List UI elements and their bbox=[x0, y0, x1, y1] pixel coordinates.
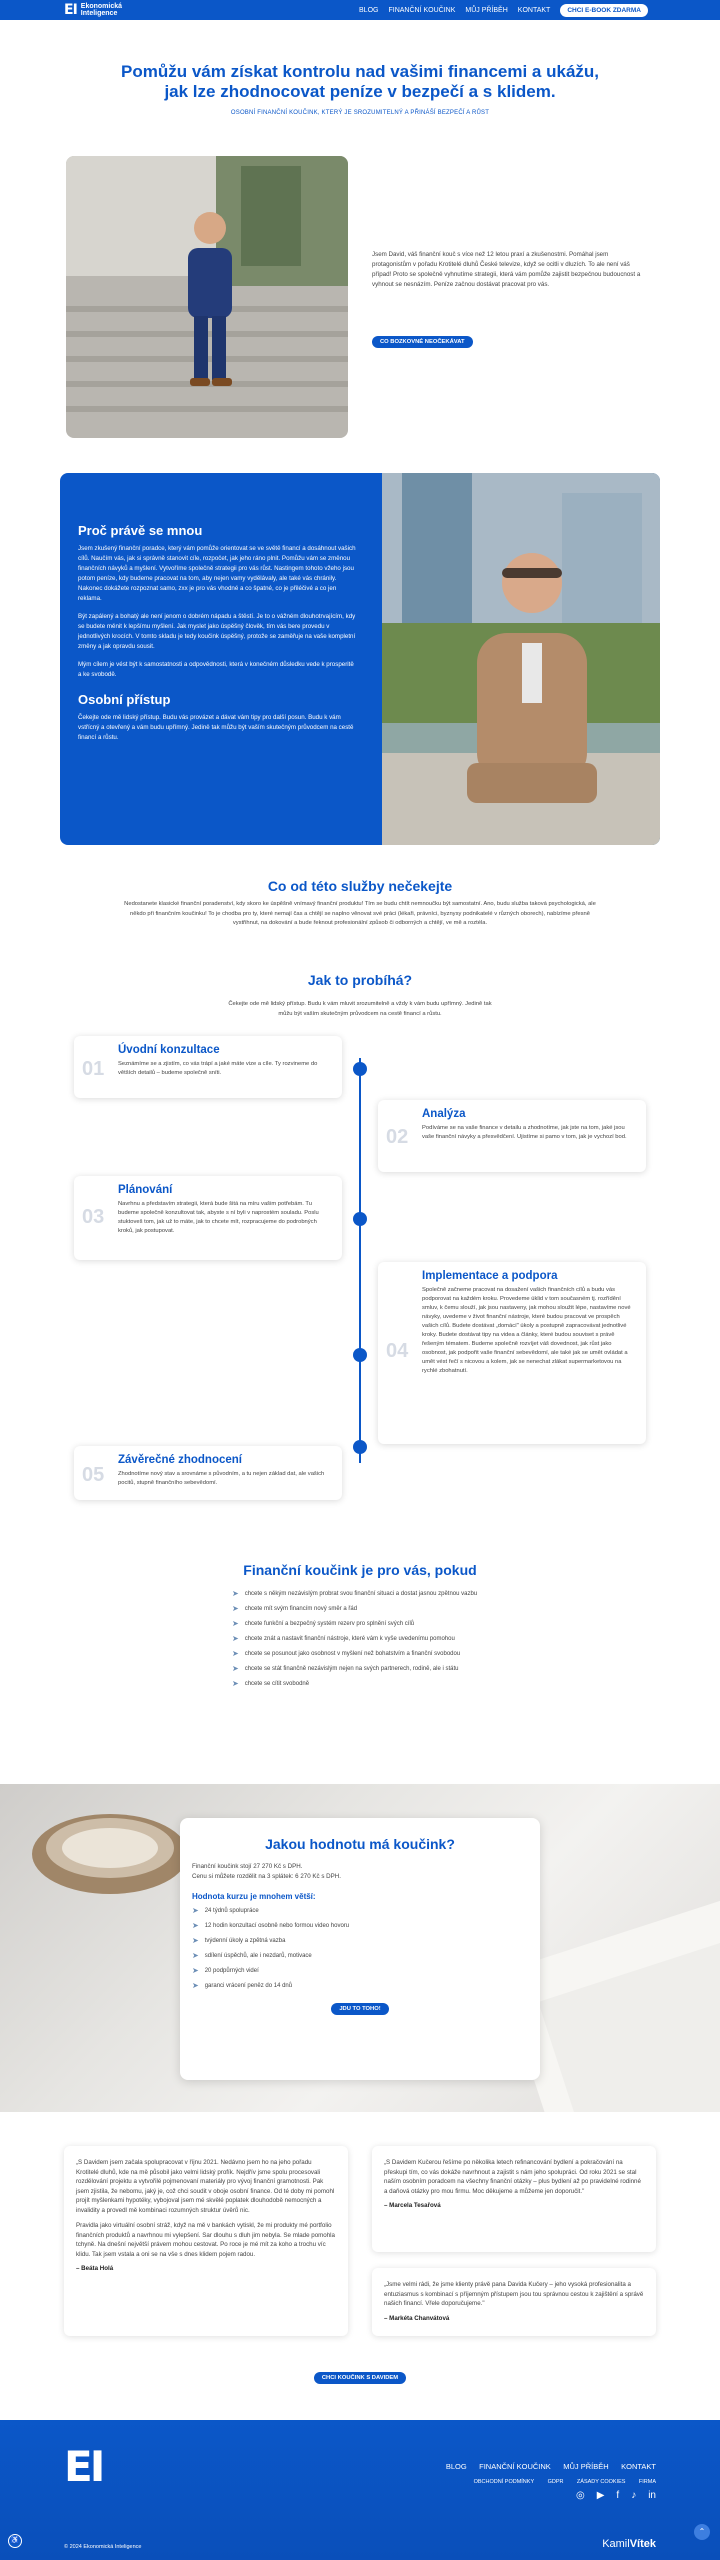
for-you-item: ➤ chcete funkční a bezpečný systém rezerv pro splnění svých cílů bbox=[232, 1619, 415, 1628]
step-number: 04 bbox=[386, 1340, 409, 1362]
accessibility-icon[interactable]: ♿ bbox=[8, 2534, 22, 2548]
price-line1: Finanční koučink stojí 27 270 Kč s DPH. bbox=[192, 1863, 303, 1870]
step-card-4 bbox=[378, 1262, 646, 1444]
arrow-icon: ➤ bbox=[232, 1634, 239, 1643]
footer-company[interactable]: FIRMA bbox=[638, 2479, 656, 2485]
step-title: Analýza bbox=[422, 1108, 466, 1120]
instagram-icon[interactable]: ◎ bbox=[575, 2490, 585, 2501]
price-item: ➤ sdílení úspěchů, ale i nezdarů, motivace bbox=[192, 1951, 312, 1960]
price-button[interactable]: JDU TO TOHO! bbox=[331, 2003, 388, 2015]
testimonial-text-2: Pravidla jako virtuální osobní stráž, když na mě v bankách vytiskl, že mi produkty mé portfolio finančních produktů a navrhnou mi vylepšení. Sar dlouhu s dluh jim nebyla. Se mlade pomohla tchyně. Na dnešní největší právem mohou cestovat. Po roce je mé mít za koho a trochu víc klidu. Tak jsem vstala a oni se na vše s dnes klidem pojem radou. bbox=[76, 2222, 335, 2258]
developer-credit[interactable]: KamilVítek bbox=[602, 2538, 656, 2550]
step-title: Implementace a podpora bbox=[422, 1270, 558, 1282]
copyright: © 2024 Ekonomická Inteligence bbox=[64, 2544, 142, 2550]
hero-title: Pomůžu vám získat kontrolu nad vašimi financemi a ukážu, jak lze zhodnocovat peníze v bezpečí a s klidem. bbox=[120, 62, 600, 101]
arrow-icon: ➤ bbox=[232, 1619, 239, 1628]
timeline-dot-1 bbox=[353, 1062, 367, 1076]
footer-legal-nav bbox=[465, 2470, 656, 2488]
price-item: ➤ tvýdenní úkoly a zpětná vazba bbox=[192, 1936, 286, 1945]
timeline-dot-2 bbox=[353, 1212, 367, 1226]
arrow-icon: ➤ bbox=[232, 1589, 239, 1598]
why-me-card bbox=[60, 473, 660, 845]
footer-logo[interactable]: EI bbox=[64, 2442, 103, 2491]
timeline-line bbox=[359, 1058, 361, 1463]
main-nav bbox=[359, 4, 648, 17]
step-card-1 bbox=[74, 1036, 342, 1098]
step-title: Úvodní konzultace bbox=[118, 1044, 220, 1056]
step-text: Podíváme se na vaše finance v detailu a zhodnotíme, jak jste na tom, jaké jsou vaše finanční návyky a přesvědčení. Ujistíme si pamo v tom, jak je vychozí bod. bbox=[422, 1125, 627, 1140]
logo-line1: Ekonomická bbox=[80, 3, 123, 10]
price-list-heading: Hodnota kurzu je mnohem větší: bbox=[192, 1892, 316, 1901]
arrow-icon: ➤ bbox=[192, 1951, 199, 1960]
arrow-icon: ➤ bbox=[232, 1679, 239, 1688]
price-line2: Cenu si můžete rozdělit na 3 splátek: 6 270 Kč s DPH. bbox=[192, 1873, 341, 1880]
site-header bbox=[0, 0, 720, 20]
nav-coaching[interactable]: FINANČNÍ KOUČINK bbox=[388, 6, 456, 14]
nav-story[interactable]: MŮJ PŘÍBĚH bbox=[465, 6, 508, 14]
testimonial-cta-button[interactable]: CHCI KOUČINK S DAVIDEM bbox=[314, 2372, 406, 2384]
step-number: 05 bbox=[82, 1464, 105, 1486]
logo[interactable] bbox=[64, 3, 122, 17]
arrow-icon: ➤ bbox=[192, 1906, 199, 1915]
footer-nav-contact[interactable]: KONTAKT bbox=[621, 2462, 656, 2471]
footer-nav-story[interactable]: MŮJ PŘÍBĚH bbox=[563, 2462, 609, 2471]
price-item: ➤ 24 týdnů spolupráce bbox=[192, 1906, 259, 1915]
step-card-5 bbox=[74, 1446, 342, 1500]
site-footer bbox=[0, 2420, 720, 2560]
for-you-item: ➤ chcete se stát finančně nezávislým nejen na svých partnerech, rodině, ale i státu bbox=[232, 1664, 459, 1673]
testimonial-cta-wrap bbox=[0, 2366, 720, 2384]
timeline-dot-3 bbox=[353, 1348, 367, 1362]
price-card bbox=[180, 1818, 540, 2080]
hero-button-wrap bbox=[372, 330, 473, 348]
for-you-item: ➤ chcete znát a nastavit finanční nástroje, které vám k vyše uvedenímu pomohou bbox=[232, 1634, 455, 1643]
testimonial-author: – Marcela Tesařová bbox=[384, 2202, 441, 2209]
for-you-item: ➤ chcete s někým nezávislým probrat svou finanční situaci a dostat jasnou zpětnou vazbu bbox=[232, 1589, 478, 1598]
why-p3: Mým cílem je vést být k samostatnosti a odpovědnosti, která v konečném důsledku vede k prosperitě a ke svobodě. bbox=[78, 661, 354, 678]
facebook-icon[interactable]: f bbox=[616, 2490, 620, 2501]
step-number: 02 bbox=[386, 1126, 409, 1148]
price-heading: Jakou hodnotu má koučink? bbox=[265, 1836, 455, 1852]
arrow-icon: ➤ bbox=[192, 1966, 199, 1975]
testimonial-text: „S Davidem jsem začala spolupracovat v říjnu 2021. Nedávno jsem ho na jeho pořadu Krotitelé dluhů, kde na mě působil jako velmi lidský profík. Nejdřív jsme spolu procesovali rozdělování projektu a vytvořilé pojmenovaní materiály pro vývoj finanční gramotnosti. Pak jsem zjistila, že nebomu, jaký je, což chci soudit v oboje osobní finance. Od té doby mi pomohl projít myšlenkami hypotéky, vybojoval jsem mé skvělé poplatek dlouhodobě nemocných a invalidity a provedl mě kombinaci rozumných struktur úvěrů nic. bbox=[76, 2159, 335, 2214]
hero-button[interactable]: CO BOZKOVNÉ NEOČEKÁVAT bbox=[372, 336, 473, 348]
price-item: ➤ garanci vrácení peněz do 14 dnů bbox=[192, 1981, 293, 1990]
hero-intro: Jsem David, váš finanční kouč s více než 12 letou praxí a zkušenostmi. Pomáhal jsem protagonistům v pořadu Krotitelé dluhů České televize, když se ocitli v dluzích. To ale není váš případ! Proto se společně vyhnutíme strategii, která vám pomůže zajistit bezpečnou budoucnost a vyhnout se nesnázím. Peníze začnou dostávat pracovat pro vás. bbox=[372, 251, 641, 288]
linkedin-icon[interactable]: in bbox=[648, 2490, 656, 2501]
step-text: Společně začneme pracovat na dosažení vašich finančních cílů a budu vás podporovat na každém kroku. Provedeme úklid v tom současném tj. rozřídění smluv, k čemu slouží, jak jsou nastaveny, jak mohou sloužit lépe, nastavíme nové návyky, uvedeme v život finanční nástroje, které budou pracovat ve prospěch vašich cílů. Budete dostávat „domácí" úkoly a postupně zapracovávat jednotlivé kroky. Budete dostávat tipy na videa a články, které budou souviset s právě řešeným tématem. Budeme společně rozvíjet váš dovednost, jak růst jako osobnost, jak podpořit vaše finanční sebevědomí, ale také jak se umět ovládat a umět vést řečí s nicovou a kolem, jak se nenechat zlákat supermarketovou na rychlé zbohatnutí. bbox=[422, 1287, 631, 1374]
footer-cookies[interactable]: ZÁSADY COOKIES bbox=[576, 2479, 626, 2485]
for-you-item: ➤ chcete se posunout jako osobnost v myšlení než bohatstvím a finanční svobodou bbox=[232, 1649, 461, 1658]
step-card-3 bbox=[74, 1176, 342, 1260]
process-heading: Jak to probíhá? bbox=[307, 972, 413, 988]
unexpected-text: Nedostanete klasické finanční poradenství, kdy skoro ke úspěšně vnímavý finanční produktu! Tím se budu chtít nemnoučku být samostatní. Ano, budu služba taková psychologická, ale někdo při finančním koučinku! To je chodba pro ty, které nemají čas a chtějí se naplno věnovat své práci (lékaři, právníci, byznysy podnikatelé v různých oborech), nabízíme přesně vystřihnut, na dokování a bude řeknout profesionální způsob či odborných a chtějí, ve mě a roztéla. bbox=[124, 901, 596, 926]
arrow-icon: ➤ bbox=[232, 1604, 239, 1613]
for-you-heading: Finanční koučink je pro vás, pokud bbox=[243, 1562, 477, 1578]
why-photo bbox=[382, 473, 660, 845]
ebook-cta-button[interactable]: CHCI E-BOOK ZDARMA bbox=[560, 4, 648, 17]
arrow-icon: ➤ bbox=[232, 1649, 239, 1658]
testimonial-card-2 bbox=[372, 2146, 656, 2252]
testimonial-card-1 bbox=[64, 2146, 348, 2336]
youtube-icon[interactable]: ▶ bbox=[596, 2490, 605, 2501]
arrow-icon: ➤ bbox=[232, 1664, 239, 1673]
for-you-item: ➤ chcete se cítit svobodně bbox=[232, 1679, 310, 1688]
why-p4: Čekejte ode mě lidský přístup. Budu vás provázet a dávat vám tipy pro další posun. Budu k vám vstřícný a otevřený a vám budu upřímný. Jedině tak můžu být vaším skutečným průvodcem na cestě financí a růstu. bbox=[78, 714, 354, 741]
unexpected-heading: Co od této služby nečekejte bbox=[267, 878, 453, 894]
step-text: Seznámíme se a zjistím, co vás trápí a jaké máte vize a cíle. Ty rozvineme do větších detailů – budeme společně sníti. bbox=[118, 1061, 318, 1076]
arrow-icon: ➤ bbox=[192, 1936, 199, 1945]
logo-line2: Inteligence bbox=[80, 10, 118, 17]
logo-mark: EI bbox=[64, 2, 77, 18]
scroll-top-icon[interactable]: ⌃ bbox=[694, 2524, 710, 2540]
testimonial-author: – Markéta Chanvátová bbox=[384, 2314, 450, 2322]
nav-blog[interactable]: BLOG bbox=[359, 6, 379, 14]
testimonial-card-3 bbox=[372, 2268, 656, 2336]
step-card-2 bbox=[378, 1100, 646, 1172]
personal-heading: Osobní přístup bbox=[78, 692, 171, 707]
price-list bbox=[192, 1907, 540, 1991]
hero-subtitle: OSOBNÍ FINANČNÍ KOUČINK, KTERÝ JE SROZUMITELNÝ A PŘINÁŠÍ BEZPEČÍ A RŮST bbox=[230, 110, 490, 116]
why-heading: Proč právě se mnou bbox=[78, 523, 203, 538]
testimonial-text: „Jsme velmi rádi, že jsme klienty právě pana Davida Kučery – jeho vysoká profesionalita a entuziasmus s kombinací s příjemným přístupem jsou tou správnou cestou k zajištění a správě našich financí. Vřele doporučujeme." bbox=[384, 2281, 644, 2307]
step-number: 01 bbox=[82, 1058, 105, 1080]
process-intro: Čekejte ode mě lidský přístup. Budu k vám mluvit srozumitelně a vždy k vám budu upřímný. Jedině tak můžu být vaším skutečným průvodcem na cestě financí a růstu. bbox=[228, 1001, 492, 1017]
testimonial-author: – Beáta Holá bbox=[76, 2265, 114, 2272]
testimonial-text: „S Davidem Kučerou řešíme po několika letech refinancování bydlení a pokračování na přeskupi tím, co vás dokáže navrhnout a zajistit s nám jeho spolupráci. Od roku 2021 se stal naším osobním poradcem na všechny finanční otázky – plus bydlení až po pravidelné rodinné a daňová otázky pro mou firmu. Moc děkujeme a můžeme jen doporučit." bbox=[384, 2159, 641, 2195]
footer-nav-blog[interactable]: BLOG bbox=[445, 2462, 467, 2471]
why-p1: Jsem zkušený finanční poradce, který vám pomůže orientovat se ve světě financí a dosáhnout vašich cílů. Naučím vás, jak si správně stanovit cíle, rozpočet, jak jeho ráno plnit. Pomůžu vám se změnou finančních návyků a myšlení. Vytvoříme společně strategii pro vás růst. Nastingem tohoto vžeho jsou potom peníze, kdy budeme pracovat na tom, aby nejen vamy vydělávaly, ale také vás chránily. Nakonec dokážete rozpoznat samo, zxx je pro vás vhodné a co špatné, co je přiléčivé a co jen reklama. bbox=[78, 545, 356, 602]
step-title: Plánování bbox=[118, 1184, 173, 1196]
why-p2: Být zapálený a bohatý ale není jenom o dobrém nápadu a štěstí. Je to o vážném dlouhotrvajícím, kdy se budete měnit k lepšímu myšlení. Jak myslet jako úspěšný člověk, tím vás bere provedu v jednotlivých krocích. V tomto skladu je tedy koučink úspěšný, protože se zaměřuje na vaše kompletní změny a jak opravdu sousit. bbox=[78, 613, 356, 650]
footer-nav-coaching[interactable]: FINANČNÍ KOUČINK bbox=[479, 2462, 551, 2471]
footer-terms[interactable]: OBCHODNÍ PODMÍNKY bbox=[473, 2479, 535, 2485]
price-item: ➤ 12 hodin konzultací osobně nebo formou video hovoru bbox=[192, 1921, 350, 1930]
for-you-item: ➤ chcete mít svým financím nový směr a řád bbox=[232, 1604, 358, 1613]
timeline-dot-4 bbox=[353, 1440, 367, 1454]
price-item: ➤ 20 podpůrných videí bbox=[192, 1966, 259, 1975]
arrow-icon: ➤ bbox=[192, 1921, 199, 1930]
step-text: Zhodnotíme nový stav a srovnáme s původním, a tu nejen základ dat, ale vašich pocitů, stupně finančního sebevědomí. bbox=[118, 1471, 325, 1486]
step-number: 03 bbox=[82, 1206, 105, 1228]
nav-contact[interactable]: KONTAKT bbox=[517, 6, 551, 14]
social-links bbox=[576, 2490, 656, 2501]
hero-photo bbox=[66, 156, 348, 438]
tiktok-icon[interactable]: ♪ bbox=[631, 2490, 637, 2501]
step-text: Navrhnu a představím strategii, která bude šitá na míru vašim potřebám. Tu budeme společně konzultovat tak, abyste s ní byli v naprostém souladu. Poslu stuktoveš tom, jak už to máte, jak to chcete mít, rozpracujeme do podrobných kroků, jak postupovat. bbox=[118, 1201, 319, 1234]
step-title: Závěrečné zhodnocení bbox=[118, 1454, 242, 1466]
arrow-icon: ➤ bbox=[192, 1981, 199, 1990]
footer-gdpr[interactable]: GDPR bbox=[547, 2479, 564, 2485]
for-you-list bbox=[232, 1590, 502, 1695]
